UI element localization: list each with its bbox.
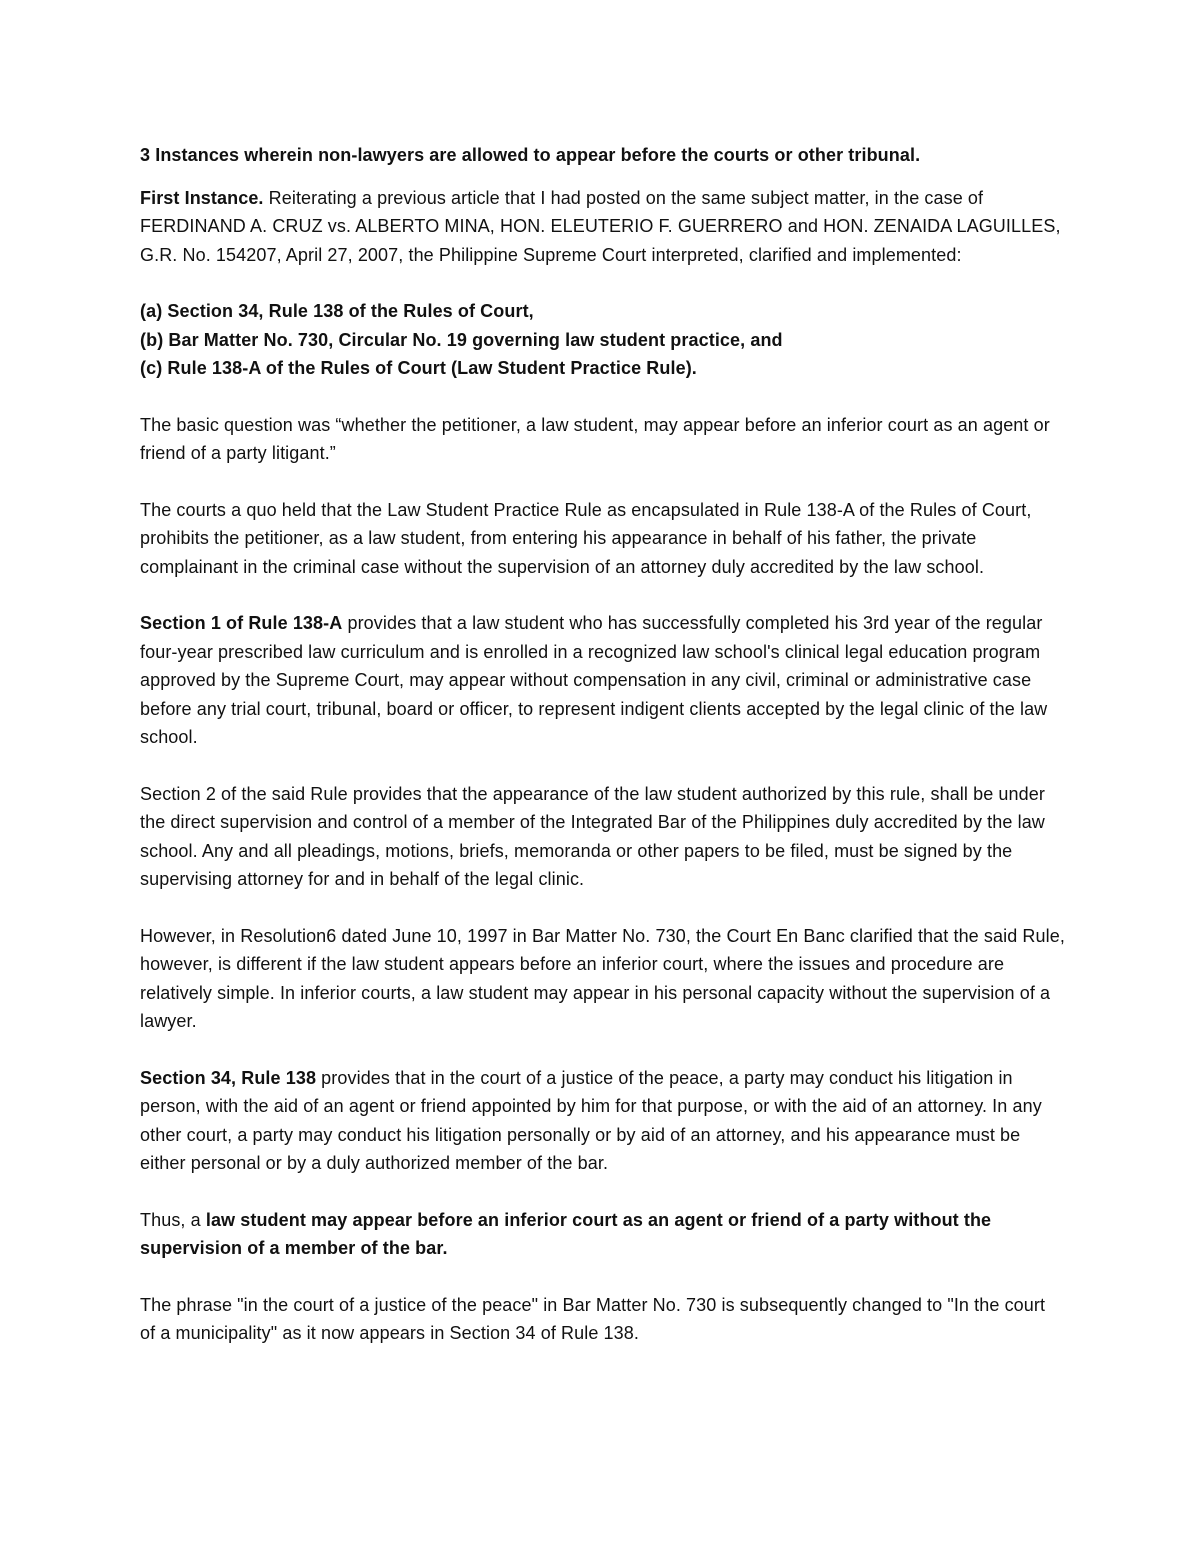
section2-paragraph: Section 2 of the said Rule provides that the appearance of the law student authorized by this rule, shall be under the direct supervision and control of a member of the Integrated Bar of the Philippines duly accredited by the law school. Any and all pleadings, motions, briefs, memoranda or other papers to be filed, must be signed by the supervising attorney for and in behalf of the legal clinic. <box>140 783 1045 889</box>
rules-list-item-c: (c) Rule 138-A of the Rules of Court (Law Student Practice Rule). <box>140 358 697 378</box>
rules-list-item-b: (b) Bar Matter No. 730, Circular No. 19 governing law student practice, and <box>140 329 783 350</box>
rules-list-item-a: (a) Section 34, Rule 138 of the Rules of Court, <box>140 301 534 321</box>
section34-label: Section 34, Rule 138 <box>140 1067 317 1088</box>
thus-bold: law student may appear before an inferior court as an agent or friend of a party without the supervision of a member of the bar. <box>140 1209 992 1258</box>
first-instance-paragraph <box>140 184 1065 270</box>
section1-label: Section 1 of Rule 138-A <box>140 613 343 633</box>
section1-text: provides that a law student who has successfully completed his 3rd year of the regular four-year prescribed law curriculum and is enrolled in a recognized law school's clinical legal education program approved by the Supreme Court, may appear without compensation in any civil, criminal or administrative case before any trial court, tribunal, board or officer, to represent indigent clients accepted by the legal clinic of the law school. <box>140 613 1048 747</box>
first-instance-label: First Instance. <box>140 187 264 208</box>
section1-paragraph <box>140 609 1065 752</box>
section34-paragraph <box>140 1064 1065 1178</box>
section34-text: provides that in the court of a justice of the peace, a party may conduct his litigation in person, with the aid of an agent or friend appointed by him for that purpose, or with the aid of an attorney. In any other court, a party may conduct his litigation personally or by aid of an attorney, and his appearance must be either personal or by a duly authorized member of the bar. <box>140 1067 1042 1173</box>
first-instance-text: Reiterating a previous article that I had posted on the same subject matter, in the case of FERDINAND A. CRUZ vs. ALBERTO MINA, HON. ELEUTERIO F. GUERRERO and HON. ZENAIDA LAGUILLES, G.R. No. 154207, April 27, 2007, the Philippine Supreme Court interpreted, clarified and implemented: <box>140 187 1061 265</box>
document-page <box>140 141 1065 1348</box>
thus-paragraph <box>140 1206 1065 1263</box>
resolution-paragraph: However, in Resolution6 dated June 10, 1997 in Bar Matter No. 730, the Court En Banc clarified that the said Rule, however, is different if the law student appears before an inferior court, where the issues and procedure are relatively simple. In inferior courts, a law student may appear in his personal capacity without the supervision of a lawyer. <box>140 925 1065 1031</box>
document-title: 3 Instances wherein non-lawyers are allowed to appear before the courts or other tribunal. <box>140 145 921 165</box>
thus-lead: Thus, a <box>140 1209 206 1230</box>
courts-a-quo-paragraph: The courts a quo held that the Law Student Practice Rule as encapsulated in Rule 138-A of the Rules of Court, prohibits the petitioner, as a law student, from entering his appearance in behalf of his father, the private complainant in the criminal case without the supervision of an attorney duly accredited by the law school. <box>140 499 1032 577</box>
phrase-paragraph: The phrase "in the court of a justice of the peace" in Bar Matter No. 730 is subsequently changed to "In the court of a municipality" as it now appears in Section 34 of Rule 138. <box>140 1294 1046 1343</box>
rules-list <box>140 297 1065 383</box>
basic-question-paragraph: The basic question was “whether the petitioner, a law student, may appear before an inferior court as an agent or friend of a party litigant.” <box>140 414 1050 463</box>
